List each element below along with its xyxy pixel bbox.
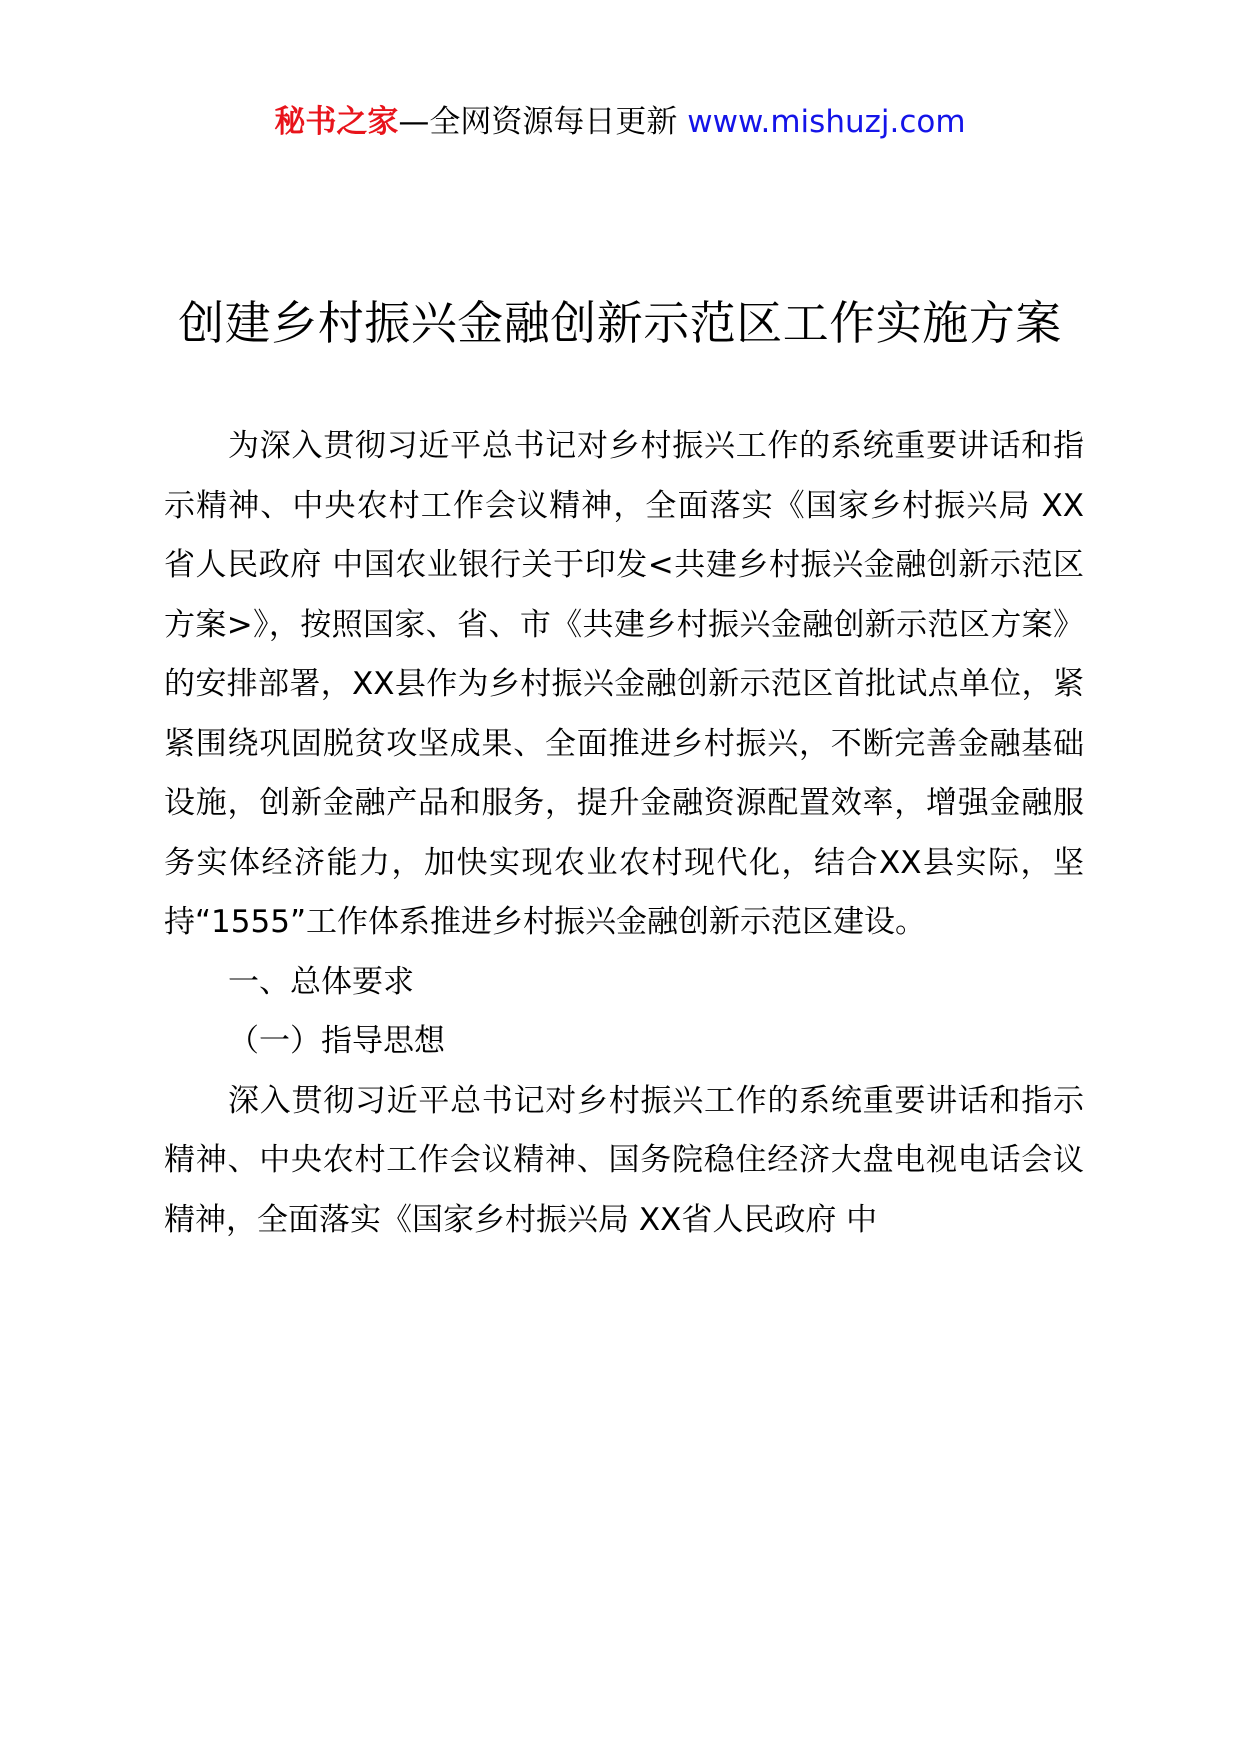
site-header [0,100,1240,144]
site-url-link[interactable]: www.mishuzj.com [687,104,966,140]
subsection-heading: （一）指导思想 [228,1023,445,1059]
guiding-principle-paragraph: 深入贯彻习近平总书记对乡村振兴工作的系统重要讲话和指示精神、中央农村工作会议精神、国务院稳住经济大盘电视电话会议精神，全面落实《国家乡村振兴局 XX省人民政府 中 [164,1082,1084,1238]
section-heading: 一、总体要求 [228,963,414,1000]
intro-paragraph: 为深入贯彻习近平总书记对乡村振兴工作的系统重要讲话和指示精神、中央农村工作会议精神，全面落实《国家乡村振兴局 XX省人民政府 中国农业银行关于印发<共建乡村振兴金融创新示范区方案>》，按照国家、省、市《共建乡村振兴金融创新示范区方案》的安排部署，XX县作为乡村振兴金融创新示范区首批试点单位，紧紧围绕巩固脱贫攻坚成果、全面推进乡村振兴，不断完善金融基础设施，创新金融产品和服务，提升金融资源配置效率，增强金融服务实体经济能力，加快实现农业农村现代化，结合XX县实际，坚持“1555”工作体系推进乡村振兴金融创新示范区建设。 [164,428,1084,940]
document-title: 创建乡村振兴金融创新示范区工作实施方案 [178,296,1062,350]
site-brand: 秘书之家 [274,104,399,140]
site-tagline: —全网资源每日更新 [398,104,688,140]
document-body [164,417,1084,1250]
